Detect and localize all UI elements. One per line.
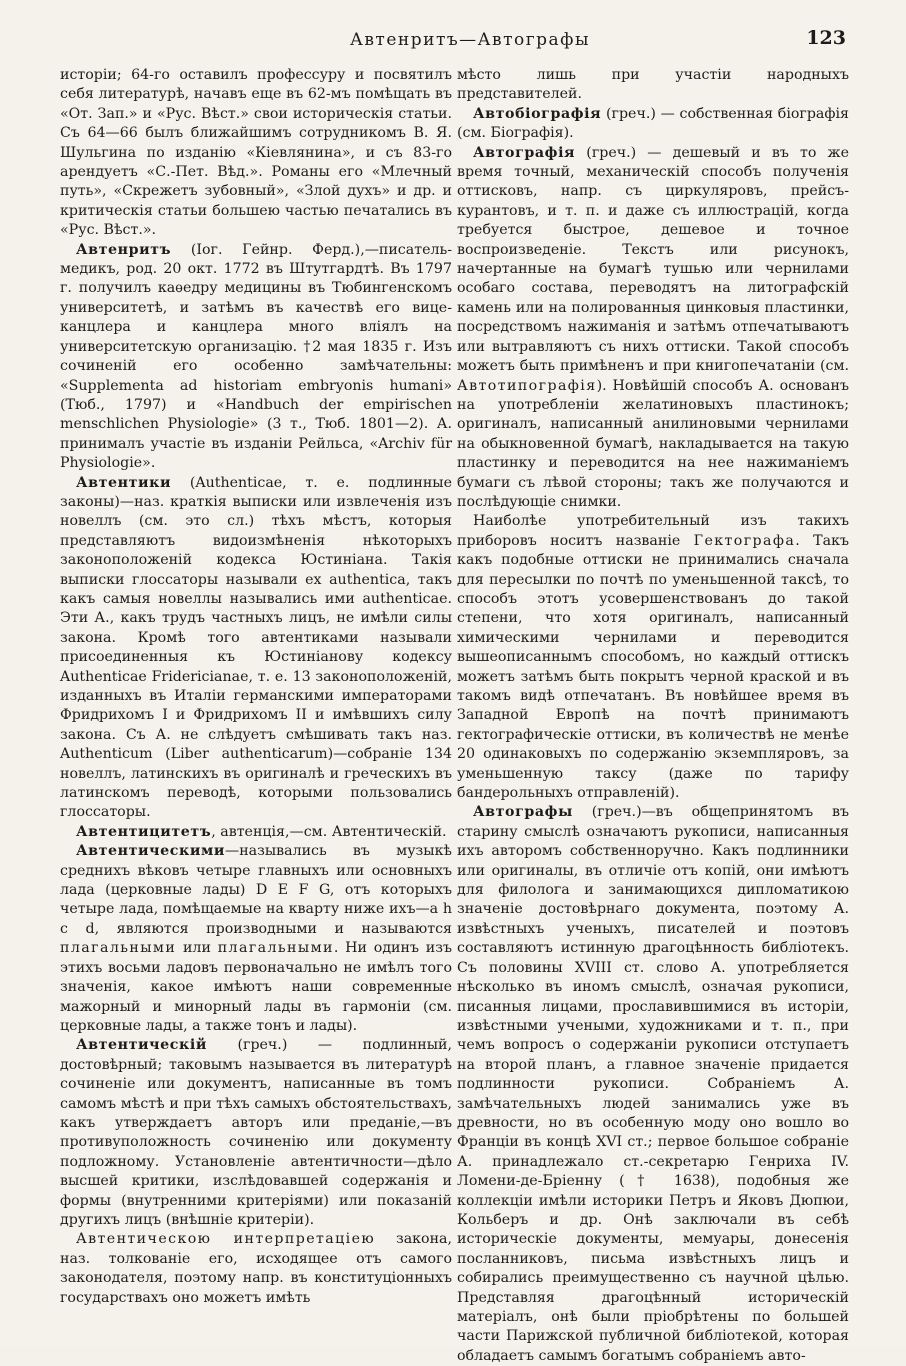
- entry-text: (греч.) — собственная біографія (см. Біографія).: [457, 105, 849, 142]
- page-number: 123: [806, 27, 846, 49]
- entry-headword: Автобіографія: [473, 105, 602, 122]
- spaced-term: плагальными: [60, 940, 177, 957]
- paragraph-text: исторіи; 64-го оставилъ профессуру и посвятилъ себя литературѣ, начавъ еще въ 62-мъ помѣщать въ «От. Зап.» и «Рус. Вѣст.» свои историческія статьи. Съ 64—66 былъ ближайшимъ сотрудникомъ В. Я. Шульгина по изданію «Кіевлянина», и съ 83-го арендуетъ «С.-Пет. Вѣд.». Романы его «Млечный путь», «Скрежетъ зубовный», «Злой духъ» и др. и критическія статьи большею частью печатались въ «Рус. Вѣст.».: [60, 67, 452, 239]
- entry-headword: Автографы: [473, 804, 573, 821]
- spaced-term: плагальными: [217, 940, 334, 957]
- paragraph-text: Наиболѣе употребительный изъ такихъ приборовъ носитъ названіе: [457, 513, 849, 549]
- paragraph-text: закона, наз. толкованіе его, исходящее отъ самого законодателя, поэтому напр. въ конституціонныхъ государствахъ оно можетъ имѣть: [60, 1231, 452, 1306]
- entry-autographs: [457, 803, 849, 1366]
- continued-paragraph: [60, 66, 452, 241]
- continued-paragraph: [457, 66, 849, 105]
- paragraph-text: . Такъ какъ подобные оттиски не принимались сначала для пересылки по почтѣ по уменьшенной таксѣ, то способъ этотъ усовершенствованъ до такой степени, что хотя оригиналъ, написанный химическими чернилами и переводится вышеописаннымъ способомъ, но каждый оттискъ можетъ затѣмъ быть покрытъ черной краской и въ такомъ видѣ отпечатанъ. Въ новѣйшее время въ Западной Европѣ на почтѣ принимаютъ гектографическіе оттиски, въ количествѣ не менѣе 20 одинаковыхъ по содержанію экземпляровъ, за уменьшенную таксу (даже по тарифу бандерольныхъ отправленій).: [457, 532, 849, 802]
- entry-autobiography: [457, 105, 849, 144]
- entry-autography: [457, 144, 849, 513]
- left-column: [60, 66, 452, 1308]
- entry-text: (Authenticae, т. е. подлинные законы)—наз. краткія выписки или извлеченія изъ новеллъ (см. это сл.) тѣхъ мѣстъ, которыя представляютъ видоизмѣненія нѣкоторыхъ законоположеній кодекса Юстиніана. Такія выписки глоссаторы называли ex authentica, такъ какъ самыя новеллы назывались ими authenticae. Эти А., какъ трудъ частныхъ лицъ, не имѣли силы закона. Кромѣ того автентиками называли присоединенныя къ Юстиніанову кодексу Authenticae Fridericianae, т. е. 13 законоположеній, изданныхъ въ Италіи германскими императорами Фридрихомъ I и Фридрихомъ II и имѣвшихъ силу закона. Съ А. не слѣдуетъ смѣшивать такъ наз. Authenticum (Liber authenticarum)—собраніе 134 новеллъ, латинскихъ въ оригиналѣ и греческихъ въ латинскомъ переводѣ, которыми пользовались глоссаторы.: [60, 474, 452, 821]
- paragraph-authentic-interpretation: [60, 1230, 452, 1308]
- entry-authentic-modes: [60, 842, 452, 1036]
- entry-text: (Іог. Гейнр. Ферд.),—писатель-медикъ, род. 20 окт. 1772 въ Штутгардтѣ. Въ 1797 г. получилъ каѳедру медицины въ Тюбингенскомъ университетѣ, и затѣмъ въ качествѣ его вице-канцлера и канцлера много вліялъ на университетскую организацію. †2 мая 1835 г. Изъ сочиненій его особенно замѣчательны: «Supplementa ad historiam embryonis humani» (Тюб., 1797) и «Handbuch der empirischen menschlichen Physiologie» (3 т., Тюб. 1801—2). А. принималъ участіе въ изданіи Рейльса, «Archiv für Physiologie».: [60, 241, 452, 472]
- entry-authenticity: [60, 823, 452, 842]
- entry-autenrieth: [60, 241, 452, 474]
- spaced-term: Автентическою интерпретаціею: [76, 1231, 376, 1248]
- entry-headword: Автенритъ: [76, 241, 172, 258]
- paragraph-hectograph: [457, 512, 849, 803]
- right-column: [457, 66, 849, 1366]
- running-title: Автенритъ—Автографы: [349, 30, 591, 50]
- entry-headword: Автентики: [76, 474, 172, 491]
- entry-headword: Автентицитетъ: [76, 823, 212, 840]
- entry-authenticae: [60, 474, 452, 823]
- spaced-term: Автотипографія: [457, 377, 597, 394]
- entry-text: . Ни одинъ изъ этихъ восьми ладовъ первоначально не имѣлъ того значенія, какое имѣютъ наши современные мажорный и минорный лады въ гармоніи (см. церковные лады, а также тонъ и лады).: [60, 940, 452, 1034]
- entry-headword: Автентическій: [76, 1037, 207, 1054]
- entry-text: (греч.) — дешевый и въ то же время точный, механическій способъ полученія оттисковъ, напр. съ циркуляровъ, прейсъ-курантовъ, и т. п. и даже съ иллюстрацій, когда требуется быстрое, дешевое и точное воспроизведеніе. Текстъ или рисунокъ, начертанные на бумагѣ тушью или чернилами особаго состава, переводятъ на литографскій камень или на полированныя цинковыя пластинки, посредствомъ нажиманія и затѣмъ отпечатываютъ или вытравляютъ съ нихъ оттиски. Такой способъ можетъ быть примѣненъ и при книгопечатаніи (см.: [457, 144, 849, 375]
- entry-text: (греч.) — подлинный, достовѣрный; таковымъ называется въ литературѣ сочиненіе или документъ, написанные въ томъ самомъ мѣстѣ и при тѣхъ самыхъ обстоятельствахъ, какъ утверждаетъ авторъ или преданіе,—въ противуположность сочиненію или документу подложному. Установленіе автентичности—дѣло высшей критики, изслѣдовавшей содержанія и формы (внутренними критеріями) или показаній другихъ лицъ (внѣшніе критеріи).: [60, 1037, 452, 1228]
- entry-text: (греч.)—въ общепринятомъ въ старину смыслѣ означаютъ рукописи, написанныя ихъ авторомъ собственноручно. Какъ подлинники или оригиналы, въ отличіе отъ копій, они имѣютъ для филолога и занимающихся дипломатикою значеніе достовѣрнаго документа, поэтому А. извѣстныхъ ученыхъ, писателей и поэтовъ составляютъ истинную драгоцѣнность библіотекъ. Съ половины XVIII ст. слово А. употребляется нѣсколько въ иномъ смыслѣ, означая рукописи, писанныя лицами, прославившимися въ исторіи, извѣстными учеными, художниками и т. п., при чемъ вопросъ о содержаніи рукописи отступаетъ на второй планъ, а главное значеніе придается подлинности рукописи. Собраніемъ А. замѣчательныхъ людей занимались уже въ древности, но въ особенную моду оно вошло во Франціи въ концѣ XVI ст.; первое большое собраніе А. принадлежало ст.-секретарю Генриха IV. Ломени-де-Бріенну († 1638), подобныя же коллекціи имѣли историки Петръ и Яковъ Дюпюи, Кольберъ и др. Онѣ заключали въ себѣ историческіе документы, мемуары, донесенія посланниковъ, письма извѣстныхъ лицъ и собирались преимущественно съ научной цѣлью. Представляя драгоцѣнный историческій матеріалъ, онѣ были пріобрѣтены по большей части Парижской публичной библіотекой, которая обладаетъ самымъ богатымъ собраніемъ авто-: [457, 804, 849, 1364]
- entry-text: ). Новѣйшій способъ А. основанъ на употребленіи желатиновыхъ пластинокъ; оригиналъ, написанный анилиновыми чернилами на обыкновенной бумагѣ, накладывается на такую пластинку и переводится на нее нажиманіемъ бумаги съ лѣвой стороны; такъ же получаются и послѣдующіе снимки.: [457, 377, 849, 510]
- spaced-term: Гектографа: [693, 532, 796, 549]
- entry-authentic: [60, 1036, 452, 1230]
- paragraph-text: мѣсто лишь при участіи народныхъ представителей.: [457, 67, 849, 103]
- column-divider: [454, 66, 455, 1326]
- entry-headword: Автентическими: [76, 843, 225, 860]
- entry-text: , автенція,—см. Автентическій.: [211, 823, 447, 840]
- entry-headword: Автографія: [473, 144, 576, 161]
- entry-text: —назывались въ музыкѣ среднихъ вѣковъ четыре главныхъ или основныхъ лада (церковные лады) D E F G, отъ которыхъ четыре лада, помѣщаемые на кварту ниже ихъ—a h c d, являются производными и называются: [60, 843, 452, 937]
- entry-text: или: [176, 940, 218, 957]
